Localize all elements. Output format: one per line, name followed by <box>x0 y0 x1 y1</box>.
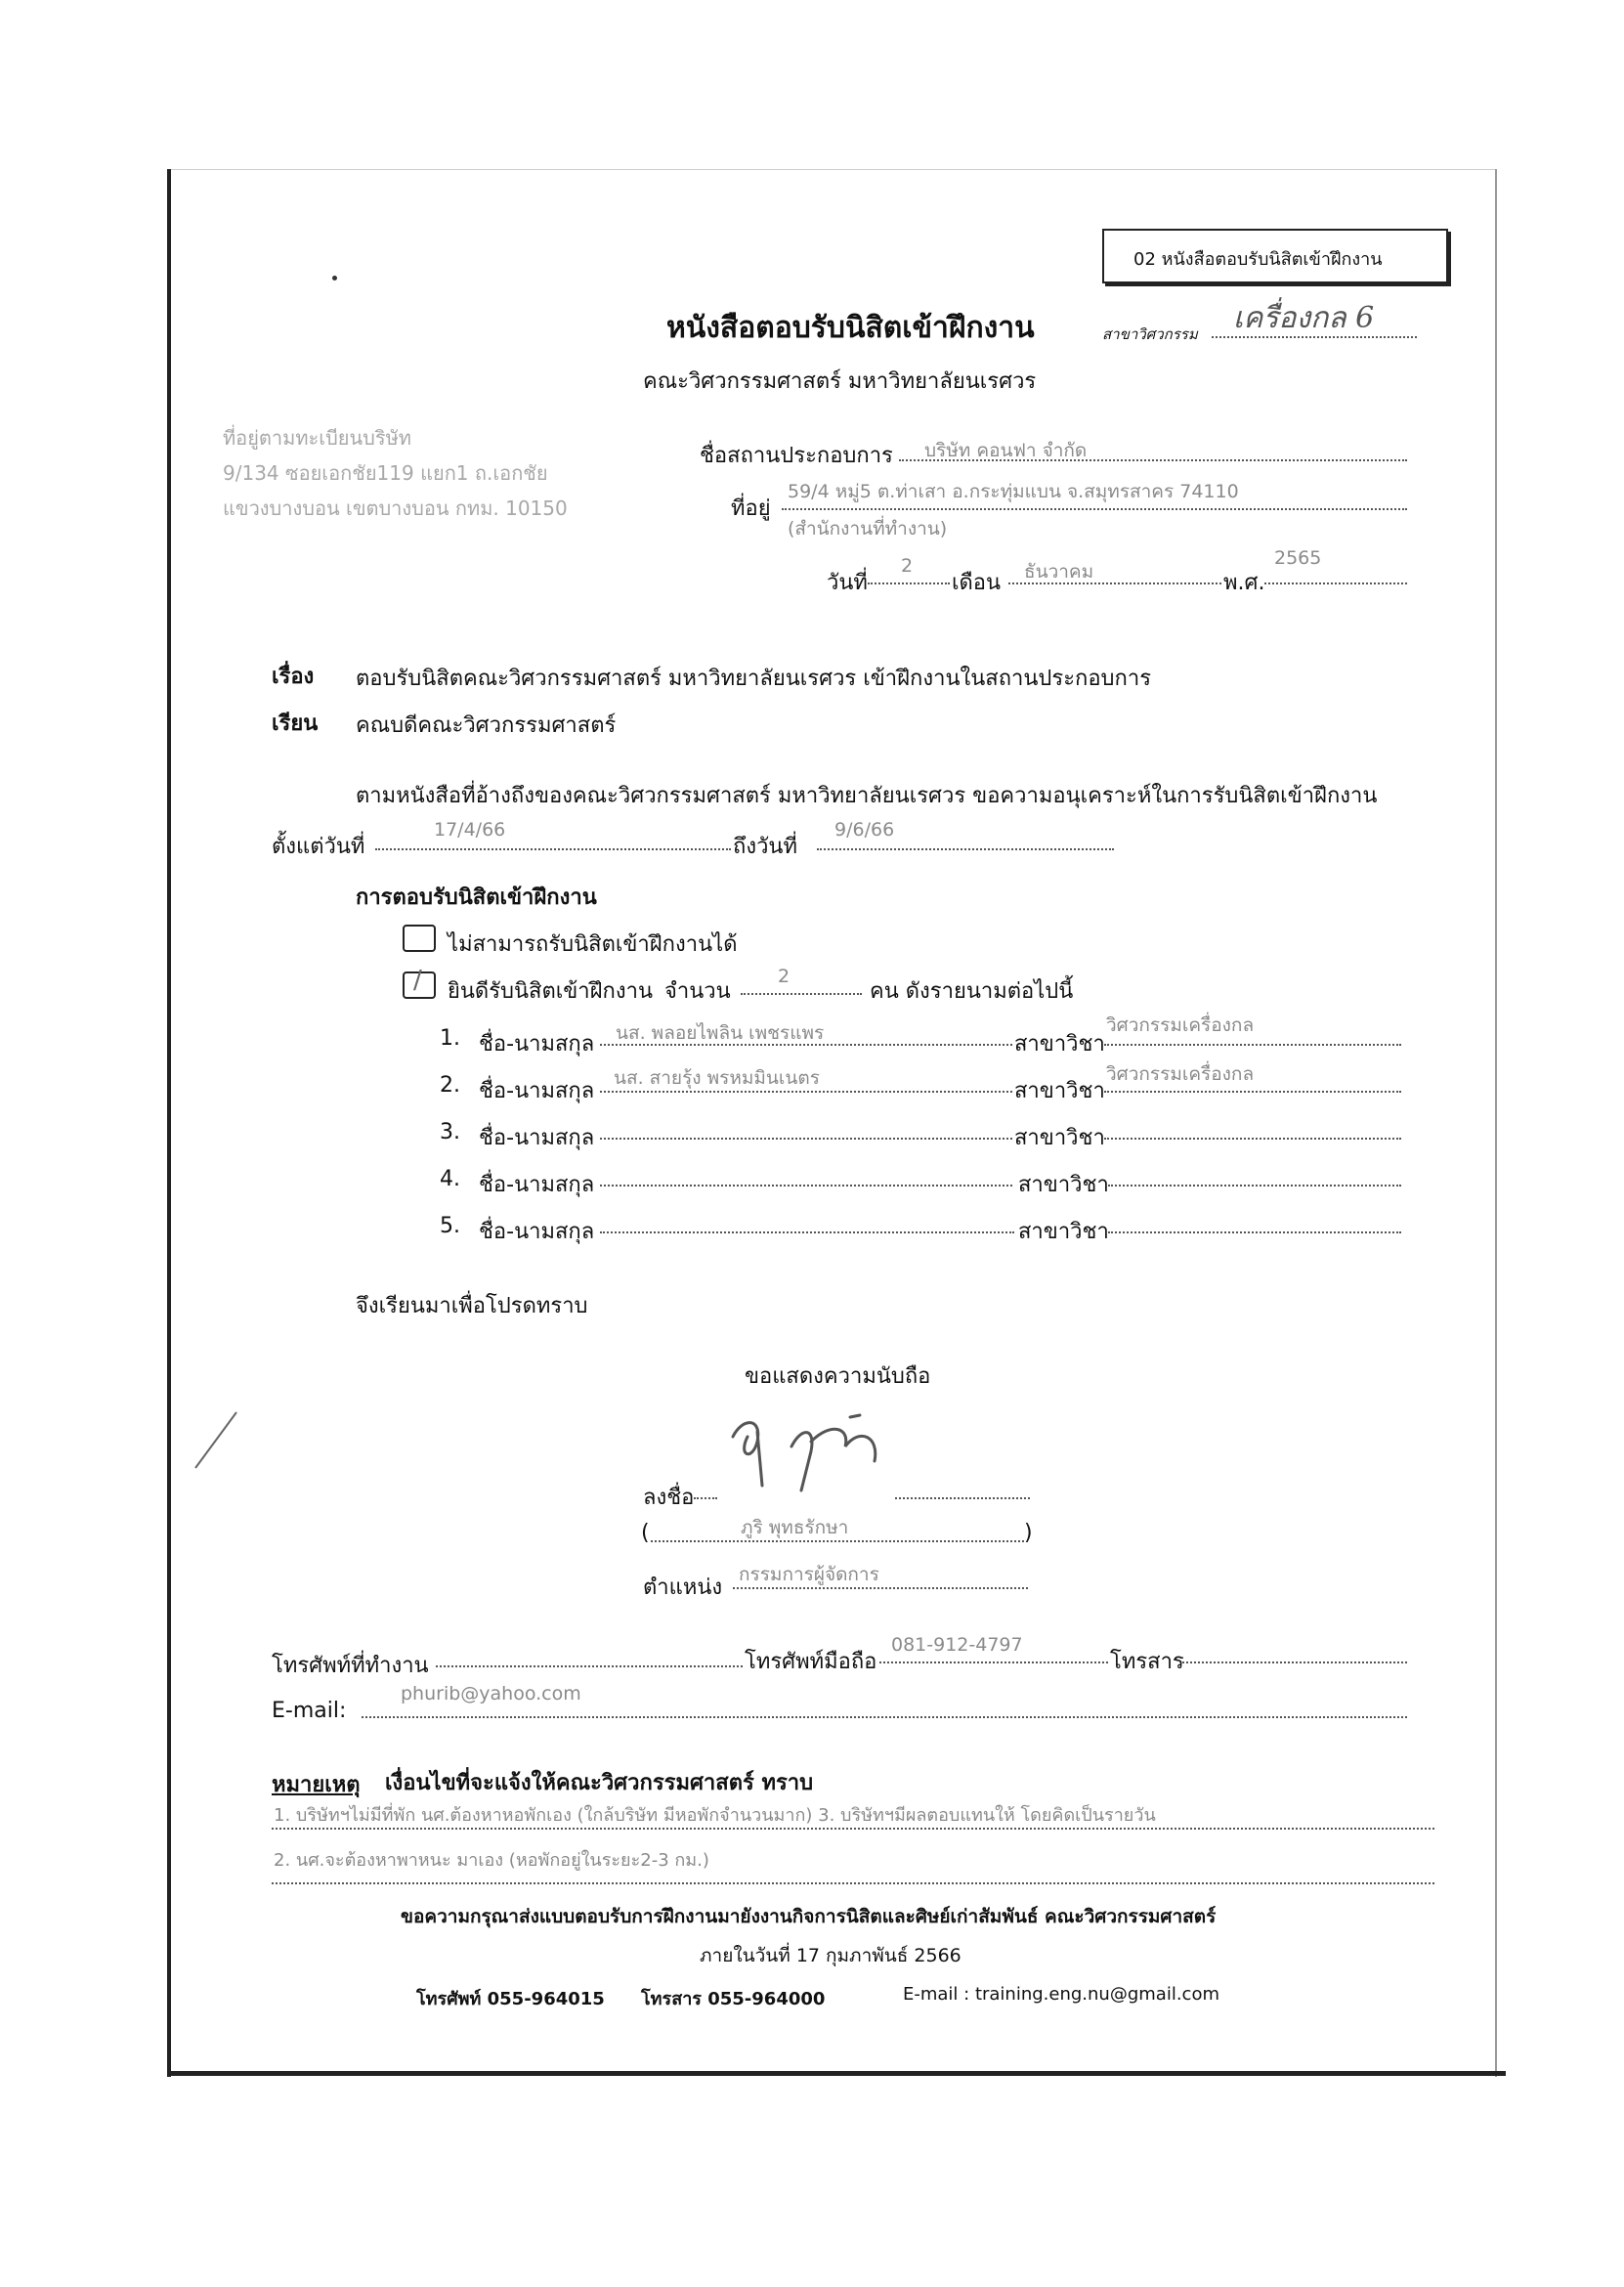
student-major-line <box>1108 1231 1401 1233</box>
student-major-label: สาขาวิชา <box>1014 1126 1105 1150</box>
sign-line-right <box>895 1497 1030 1499</box>
student-num: 4. <box>440 1167 460 1191</box>
student-name-label: ชื่อ-นามสกุล <box>479 1032 595 1057</box>
position-label: ตำแหน่ง <box>643 1575 723 1600</box>
student-major-line <box>1104 1091 1401 1093</box>
branch-value[interactable]: เครื่องกล 6 <box>1233 301 1375 335</box>
establishment-value[interactable]: บริษัท คอนฟา จำกัด <box>924 440 1088 461</box>
frame-top-border <box>167 169 1497 170</box>
form-code-box <box>1102 229 1448 283</box>
form-code-text: 02 หนังสือตอบรับนิสิตเข้าฝึกงาน <box>1133 249 1383 270</box>
date-year-line <box>1264 583 1407 584</box>
footer-fax: โทรสาร 055-964000 <box>641 1989 826 2009</box>
to-date-line <box>817 848 1114 850</box>
page-subtitle: คณะวิศวกรรมศาสตร์ มหาวิทยาลัยนเรศวร <box>643 369 1037 394</box>
note-heading: เงื่อนไขที่จะแจ้งให้คณะวิศวกรรมศาสตร์ ทราบ <box>385 1771 814 1795</box>
frame-bottom-border <box>167 2071 1506 2076</box>
address-line <box>782 508 1407 510</box>
mobile-label: โทรศัพท์มือถือ <box>745 1650 877 1674</box>
date-day-value[interactable]: 2 <box>901 555 914 577</box>
mobile-line <box>879 1661 1108 1663</box>
date-month-label: เดือน <box>952 571 1002 595</box>
student-name-label: ชื่อ-นามสกุล <box>479 1079 595 1103</box>
note-dotline-2 <box>272 1882 1434 1884</box>
count-line <box>741 993 862 995</box>
sign-line-left <box>694 1497 717 1499</box>
stray-scan-line <box>188 1407 246 1476</box>
address-value-line-1[interactable]: 59/4 หมู่5 ต.ท่าเสา อ.กระทุ่มแบน จ.สมุทรสาคร 74110 <box>788 481 1239 502</box>
position-value[interactable]: กรรมการผู้จัดการ <box>739 1564 879 1585</box>
fax-label: โทรสาร <box>1110 1650 1184 1674</box>
mobile-value[interactable]: 081-912-4797 <box>891 1634 1023 1656</box>
student-name-label: ชื่อ-นามสกุล <box>479 1220 595 1244</box>
signature-close-paren: ) <box>1024 1521 1033 1545</box>
count-label: จำนวน <box>664 979 731 1004</box>
email-line <box>362 1716 1407 1718</box>
student-major-label: สาขาวิชา <box>1018 1220 1109 1244</box>
office-phone-label: โทรศัพท์ที่ทำงาน <box>272 1654 429 1678</box>
student-name-label: ชื่อ-นามสกุล <box>479 1126 595 1150</box>
address-label: ที่อยู่ <box>731 496 771 521</box>
note-label: หมายเหตุ <box>272 1773 361 1797</box>
email-label: E-mail: <box>272 1699 347 1723</box>
student-num: 5. <box>440 1214 460 1238</box>
student-major-label: สาขาวิชา <box>1014 1032 1105 1057</box>
student-name[interactable]: นส. พลอยไพลิน เพชรแพร <box>616 1022 825 1044</box>
date-year-value[interactable]: 2565 <box>1274 547 1322 569</box>
office-phone-line <box>436 1665 743 1667</box>
student-num: 2. <box>440 1073 460 1098</box>
student-major-line <box>1104 1044 1401 1046</box>
stray-dot <box>332 276 337 280</box>
respect-text: ขอแสดงความนับถือ <box>745 1364 931 1389</box>
subject-label: เรื่อง <box>272 665 315 689</box>
footer-phone: โทรศัพท์ 055-964015 <box>416 1989 605 2009</box>
stamp-line-2: 9/134 ซอยเอกชัย119 แยก1 ถ.เอกชัย <box>223 461 548 485</box>
email-value[interactable]: phurib@yahoo.com <box>401 1683 581 1704</box>
student-major-label: สาขาวิชา <box>1014 1079 1105 1103</box>
accept-label: ยินดีรับนิสิตเข้าฝึกงาน <box>448 979 654 1004</box>
count-suffix: คน ดังรายนามต่อไปนี้ <box>870 979 1074 1004</box>
to-label: เรียน <box>272 712 319 736</box>
to-date-label: ถึงวันที่ <box>733 835 797 859</box>
student-num: 1. <box>440 1026 460 1051</box>
to-text: คณบดีคณะวิศวกรรมศาสตร์ <box>356 713 617 738</box>
date-day-line <box>868 583 950 584</box>
footer-email[interactable]: E-mail : training.eng.nu@gmail.com <box>903 1984 1219 2005</box>
note-line-1[interactable]: 1. บริษัทฯไม่มีที่พัก นศ.ต้องหาหอพักเอง (ใกล้บริษัท มีหอพักจำนวนมาก) 3. บริษัทฯมีผลตอบแทนให้ โดยคิดเป็นรายวัน <box>274 1805 1156 1826</box>
student-num: 3. <box>440 1120 460 1144</box>
stamp-line-1: ที่อยู่ตามทะเบียนบริษัท <box>223 426 411 450</box>
signature-name[interactable]: ภูริ พุทธรักษา <box>741 1517 849 1538</box>
subject-text: ตอบรับนิสิตคณะวิศวกรรมศาสตร์ มหาวิทยาลัยนเรศวร เข้าฝึกงานในสถานประกอบการ <box>356 667 1152 691</box>
from-date-label: ตั้งแต่วันที่ <box>272 835 365 859</box>
page-title: หนังสือตอบรับนิสิตเข้าฝึกงาน <box>666 311 1035 345</box>
reject-label: ไม่สามารถรับนิสิตเข้าฝึกงานได้ <box>448 932 738 957</box>
student-name-line <box>600 1138 1012 1140</box>
signature-open-paren: ( <box>641 1521 650 1545</box>
student-name-line <box>600 1185 1012 1187</box>
frame-right-border <box>1495 169 1497 2077</box>
student-name-line <box>600 1231 1014 1233</box>
student-major[interactable]: วิศวกรรมเครื่องกล <box>1106 1063 1255 1085</box>
footer-line-2: ภายในวันที่ 17 กุมภาพันธ์ 2566 <box>700 1945 962 1966</box>
accept-checkbox[interactable] <box>403 966 436 999</box>
signature-scribble <box>704 1398 919 1505</box>
date-month-value[interactable]: ธันวาคม <box>1024 561 1094 583</box>
body-paragraph: ตามหนังสือที่อ้างถึงของคณะวิศวกรรมศาสตร์ มหาวิทยาลัยนเรศวร ขอความอนุเคราะห์ในการรับนิสิตเข้าฝึกงาน <box>356 784 1378 808</box>
student-major-line <box>1108 1185 1401 1187</box>
stamp-line-3: แขวงบางบอน เขตบางบอน กทม. 10150 <box>223 496 568 520</box>
frame-left-border <box>167 169 171 2077</box>
branch-label: สาขาวิศวกรรม <box>1102 325 1198 343</box>
fax-line <box>1182 1661 1407 1663</box>
reject-checkbox[interactable] <box>403 925 436 952</box>
student-major-label: สาขาวิชา <box>1018 1173 1109 1197</box>
note-dotline-1 <box>272 1828 1434 1830</box>
student-major-line <box>1104 1138 1401 1140</box>
acceptance-heading: การตอบรับนิสิตเข้าฝึกงาน <box>356 885 597 910</box>
to-date-value[interactable]: 9/6/66 <box>834 819 895 841</box>
closing-text: จึงเรียนมาเพื่อโปรดทราบ <box>356 1294 588 1318</box>
note-line-2[interactable]: 2. นศ.จะต้องหาพาหนะ มาเอง (หอพักอยู่ในระยะ2-3 กม.) <box>274 1850 709 1871</box>
date-year-label: พ.ศ. <box>1223 571 1265 595</box>
address-value-line-2[interactable]: (สำนักงานที่ทำงาน) <box>788 518 948 539</box>
student-name[interactable]: นส. สายรุ้ง พรหมมินเนตร <box>614 1067 820 1089</box>
student-major[interactable]: วิศวกรรมเครื่องกล <box>1106 1014 1255 1036</box>
count-value[interactable]: 2 <box>778 966 791 987</box>
accept-checkmark: / <box>413 966 422 995</box>
company-stamp <box>223 420 568 526</box>
date-day-label: วันที่ <box>827 571 868 595</box>
sign-label: ลงชื่อ <box>643 1486 695 1510</box>
footer-line-1: ขอความกรุณาส่งแบบตอบรับการฝึกงานมายังงานกิจการนิสิตและศิษย์เก่าสัมพันธ์ คณะวิศวกรรมศาสตร์ <box>401 1906 1217 1927</box>
student-name-label: ชื่อ-นามสกุล <box>479 1173 595 1197</box>
establishment-label: ชื่อสถานประกอบการ <box>700 444 893 468</box>
from-date-value[interactable]: 17/4/66 <box>434 819 506 841</box>
from-date-line <box>375 848 731 850</box>
